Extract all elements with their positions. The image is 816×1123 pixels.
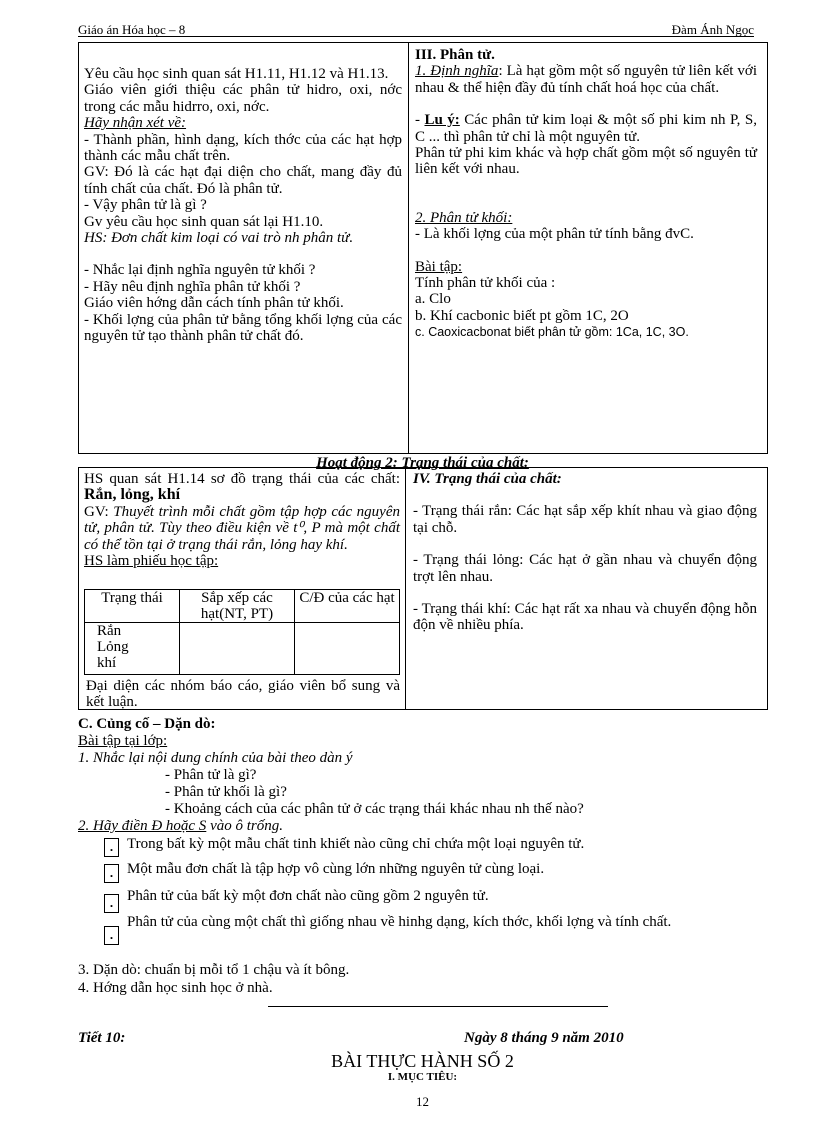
answer-box[interactable]: .: [104, 894, 119, 913]
s1-left-line: - Hãy nêu định nghĩa phân tử khối ?: [84, 278, 301, 295]
exercise-label: Bài tập:: [415, 258, 463, 275]
s1-left-line: - Nhắc lại định nghĩa nguyên tử khối ?: [84, 262, 316, 279]
s1-left-line: GV: Đó là các hạt đại diện cho chất, mang đầy đủ tính chất của chất. Đó là phân tử.: [84, 164, 402, 197]
header-rule: [78, 36, 754, 37]
worksheet-table: [84, 589, 400, 675]
answer-box[interactable]: .: [104, 926, 119, 945]
gv-text: Thuyết trình mỗi chất gồm tập hợp các nguyên tử, phân tử. Tùy theo điều kiện về t⁰, P mà một chất có thể tồn tại ở trạng thái rắn, lỏng hay khí.: [84, 503, 400, 553]
practice-title: BÀI THỰC HÀNH SỐ 2: [331, 1051, 514, 1071]
note-text: Các phân tử kim loại & một số phi kim nh P, S, C ... thì phân tử chỉ là một nguyên tử.: [415, 112, 758, 145]
state-description: - Trạng thái khí: Các hạt rất xa nhau và chuyển động hỗn độn về nhiều phía.: [413, 601, 757, 634]
section-rule: [268, 1006, 608, 1007]
exercise-b: b. Khí cacbonic biết pt gồm 1C, 2O: [415, 307, 629, 324]
definition-label: 1. Định nghĩa: [415, 63, 499, 80]
worksheet-header: C/Đ của các hạt: [295, 590, 400, 623]
s1-left-line: - Thành phần, hình dạng, kích thớc của các hạt hợp thành các mẫu chất trên.: [84, 131, 402, 165]
note-label: Lu ý:: [424, 112, 460, 129]
s2-intro: HS quan sát H1.14 sơ đồ trạng thái của các chất:: [84, 471, 400, 487]
section1-right: III. Phân tử. 1. Định nghĩa: Là hạt gồm một số nguyên tử liên kết với nhau & thể hiện đầy đủ tính chất hoá học của chất. - Lu ý: Các phân tử kim loại & một số phi kim nh P, S, C ... thì phân tử chỉ là một nguyên tử. Phân tử phi kim khác và hợp chất gồm một số nguyên tử liên kết với nhau. 2. Phân tử khối: - Là khối lợng của một phân tử tính bằng đvC. Bài tập: Tính phân tử khối của : a. Clo b. Khí cacbonic biết pt gồm 1C, 2O c. Caoxicacbonat biết phân tử gồm: 1Ca, 1C, 3O.: [415, 47, 758, 340]
exercise-in-class-label: Bài tập tại lớp:: [78, 733, 168, 749]
worksheet-empty-cell: [295, 623, 400, 675]
statement: Trong bất kỳ một mẫu chất tinh khiết nào cũng chỉ chứa một loại nguyên tử.: [127, 836, 585, 852]
question-2: [78, 818, 283, 835]
section1-left: [84, 66, 402, 345]
objectives-heading: I. MỤC TIÊU:: [387, 1071, 458, 1083]
question-1-item: - Khoảng cách của các phân tử ở các trạng thái khác nhau nh thế nào?: [165, 801, 584, 817]
definition-text: : Là hạt gồm một số nguyên tử liên kết với nhau & thể hiện đầy đủ tính chất hoá học của chất.: [415, 63, 758, 96]
worksheet-header: Trạng thái: [85, 590, 180, 623]
section2-right: [413, 471, 757, 634]
exercise-c: c. Caoxicacbonat biết phân tử gồm: 1Ca, 1C, 3O.: [415, 325, 689, 340]
state-description: - Trạng thái lỏng: Các hạt ở gần nhau và chuyển động trợt lên nhau.: [413, 552, 757, 585]
s1-left-line: Giáo viên hớng dẫn cách tính phân tử khối.: [84, 295, 344, 312]
activity-2-title: Hoạt động 2: Trạng thái của chất:: [316, 455, 529, 471]
s1-left-prompt: Hãy nhận xét về:: [84, 115, 187, 132]
worksheet-states-cell: [85, 623, 180, 675]
exercise-intro: Tính phân tử khối của :: [415, 275, 556, 292]
molecular-mass-label: 2. Phân tử khối:: [415, 209, 513, 226]
gv-label: GV:: [84, 503, 114, 520]
worksheet-label: HS làm phiếu học tập:: [84, 553, 219, 570]
s1-left-line: Giáo viên giới thiệu các phân tử hidro, oxi, nớc trong các mẫu hidrro, oxi, nớc.: [84, 82, 402, 115]
s2-intro-bold: Rắn, lỏng, khí: [84, 486, 181, 504]
lesson-date: Ngày 8 tháng 9 năm 2010: [464, 1030, 624, 1046]
question-1: 1. Nhắc lại nội dung chính của bài theo dàn ý: [78, 750, 353, 766]
states-heading: IV. Trạng thái của chất:: [413, 471, 562, 487]
statement: Phân tử của cùng một chất thì giống nhau về hinhg dạng, kích thớc, khối lợng và tính chất.: [127, 914, 672, 930]
section2-left: [84, 471, 400, 569]
phan-tu-heading: III. Phân tử.: [415, 47, 495, 63]
table-1-divider: [408, 42, 409, 454]
state-label: Lỏng: [97, 639, 129, 655]
s1-left-line: Yêu cầu học sinh quan sát H1.11, H1.12 và H1.13.: [84, 66, 389, 82]
molecular-mass-text: - Là khối lợng của một phân tử tính bằng đvC.: [415, 226, 694, 243]
state-label: khí: [97, 655, 117, 671]
s1-left-line: - Vậy phân tử là gì ?: [84, 197, 207, 214]
question-1-item: - Phân tử khối là gì?: [165, 784, 287, 800]
page-number: 12: [416, 1094, 429, 1109]
worksheet-empty-cell: [180, 623, 295, 675]
table-2-divider: [405, 467, 406, 710]
question-1-item: - Phân tử là gì?: [165, 767, 257, 783]
note-text-2: Phân tử phi kim khác và hợp chất gồm một số nguyên tử liên kết với nhau.: [415, 145, 757, 178]
consolidation-heading: C. Củng cố – Dặn dò:: [78, 716, 216, 732]
s2-outro: Đại diện các nhóm báo cáo, giáo viên bổ sung và kết luận.: [86, 678, 400, 711]
homework-item: 4. Hớng dẫn học sinh học ở nhà.: [78, 980, 273, 996]
question-2-label: 2. Hãy điền Đ hoặc S: [78, 818, 207, 834]
lesson-number: Tiết 10:: [78, 1030, 126, 1046]
state-description: - Trạng thái rắn: Các hạt sắp xếp khít nhau và giao động tại chỗ.: [413, 503, 757, 536]
answer-box[interactable]: .: [104, 838, 119, 857]
header-subject: Giáo án Hóa học – 8: [78, 22, 186, 37]
state-label: Rắn: [97, 623, 122, 639]
question-2-rest: vào ô trống.: [206, 818, 283, 834]
s1-left-line: - Khối lợng của phân tử bằng tổng khối lợng của các nguyên tử tạo thành phân tử chất đó.: [84, 311, 402, 345]
s1-left-line: Gv yêu cầu học sinh quan sát lại H1.10.: [84, 213, 324, 230]
answer-box[interactable]: .: [104, 864, 119, 883]
statement: Một mẫu đơn chất là tập hợp vô cùng lớn những nguyên tử cùng loại.: [127, 861, 545, 877]
homework-item: 3. Dặn dò: chuẩn bị mỗi tổ 1 chậu và ít bông.: [78, 962, 350, 978]
header-author: Đàm Ánh Ngọc: [671, 22, 754, 37]
statement: Phân tử của bất kỳ một đơn chất nào cũng gồm 2 nguyên tử.: [127, 888, 489, 904]
s1-left-line: HS: Đơn chất kim loại có vai trò nh phân tử.: [84, 230, 354, 247]
worksheet-header: Sắp xếp các hạt(NT, PT): [180, 590, 295, 623]
exercise-a: a. Clo: [415, 291, 451, 308]
